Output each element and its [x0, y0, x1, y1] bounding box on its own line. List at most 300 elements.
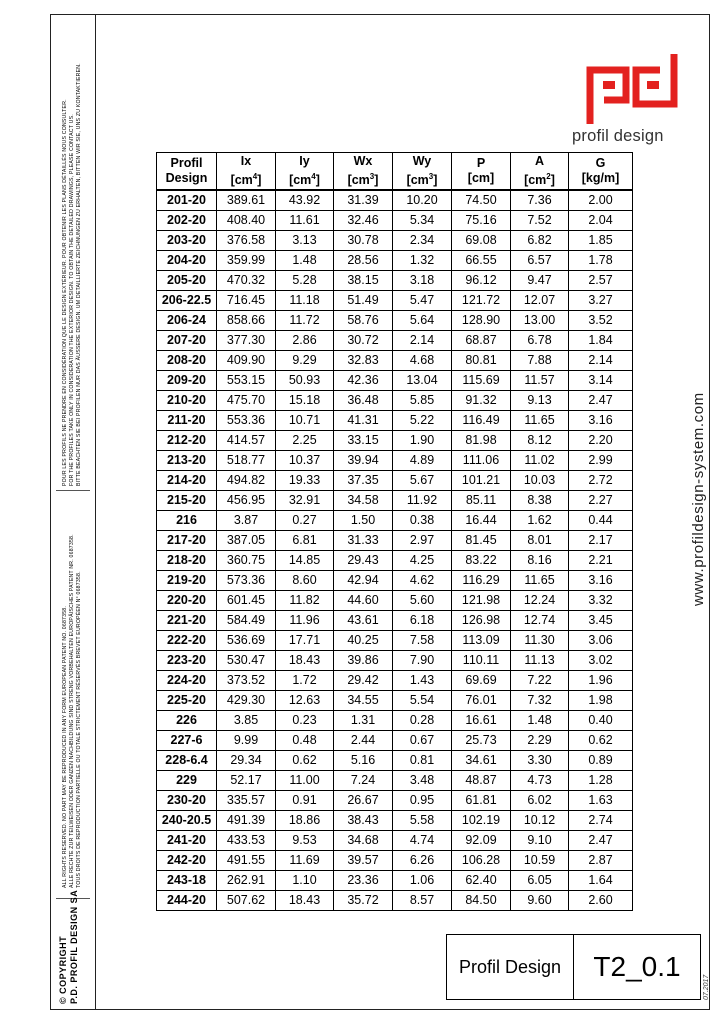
column-header-label: P: [476, 156, 486, 170]
title-block: [446, 934, 701, 1000]
table-row: [157, 190, 633, 211]
profile-name-cell: 227-6: [157, 731, 217, 751]
value-cell: 18.43: [276, 651, 334, 671]
value-cell: 1.06: [393, 871, 452, 891]
profile-name-cell: 226: [157, 711, 217, 731]
value-cell: 110.11: [452, 651, 511, 671]
value-cell: 2.97: [393, 531, 452, 551]
table-row: [157, 391, 633, 411]
profile-name-cell: 243-18: [157, 871, 217, 891]
value-cell: 3.13: [276, 231, 334, 251]
column-header: [393, 153, 452, 191]
value-cell: 2.17: [569, 531, 633, 551]
value-cell: 9.60: [511, 891, 569, 911]
value-cell: 1.31: [334, 711, 393, 731]
profile-name-cell: 201-20: [157, 190, 217, 211]
value-cell: 6.18: [393, 611, 452, 631]
table-row: [157, 891, 633, 911]
profile-name-cell: 230-20: [157, 791, 217, 811]
value-cell: 7.88: [511, 351, 569, 371]
value-cell: 91.32: [452, 391, 511, 411]
value-cell: 11.00: [276, 771, 334, 791]
value-cell: 31.39: [334, 190, 393, 211]
profile-name-cell: 219-20: [157, 571, 217, 591]
value-cell: 4.68: [393, 351, 452, 371]
value-cell: 8.16: [511, 551, 569, 571]
value-cell: 2.74: [569, 811, 633, 831]
value-cell: 7.24: [334, 771, 393, 791]
value-cell: 11.92: [393, 491, 452, 511]
table-row: [157, 871, 633, 891]
rights-line: ALLE RECHTE ZUR TEILWEISEN ODER GANZEN NACHBILDUNG SIND STRENG VORBEHALTEN EUROPÄISCHES PATENT NR. 0687358.: [69, 534, 75, 888]
value-cell: 29.43: [334, 551, 393, 571]
table-row: [157, 471, 633, 491]
profile-name-cell: 217-20: [157, 531, 217, 551]
value-cell: 360.75: [217, 551, 276, 571]
value-cell: 5.47: [393, 291, 452, 311]
value-cell: 44.60: [334, 591, 393, 611]
value-cell: 11.13: [511, 651, 569, 671]
value-cell: 4.89: [393, 451, 452, 471]
value-cell: 36.48: [334, 391, 393, 411]
column-header-label: Profil: [170, 156, 203, 170]
profile-name-cell: 212-20: [157, 431, 217, 451]
value-cell: 13.04: [393, 371, 452, 391]
profile-name-cell: 241-20: [157, 831, 217, 851]
value-cell: 0.91: [276, 791, 334, 811]
table-row: [157, 851, 633, 871]
value-cell: 2.72: [569, 471, 633, 491]
value-cell: 14.85: [276, 551, 334, 571]
column-header: [276, 153, 334, 191]
value-cell: 6.26: [393, 851, 452, 871]
profile-name-cell: 225-20: [157, 691, 217, 711]
value-cell: 2.44: [334, 731, 393, 751]
website-url: www.profildesign-system.com: [690, 392, 707, 606]
profile-name-cell: 242-20: [157, 851, 217, 871]
column-header: [217, 153, 276, 191]
value-cell: 4.73: [511, 771, 569, 791]
column-header: [452, 153, 511, 191]
value-cell: 5.60: [393, 591, 452, 611]
value-cell: 1.64: [569, 871, 633, 891]
value-cell: 1.84: [569, 331, 633, 351]
rights-line: ALL RIGHTS RESERVED. NO PART MAY BE REPRODUCED IN ANY FORM EUROPEAN PATENT NO. 0687358.: [62, 605, 68, 888]
table-body: [157, 190, 633, 911]
value-cell: 38.43: [334, 811, 393, 831]
table-row: [157, 451, 633, 471]
value-cell: 111.06: [452, 451, 511, 471]
value-cell: 494.82: [217, 471, 276, 491]
value-cell: 5.58: [393, 811, 452, 831]
value-cell: 470.32: [217, 271, 276, 291]
value-cell: 10.03: [511, 471, 569, 491]
value-cell: 41.31: [334, 411, 393, 431]
table-row: [157, 611, 633, 631]
value-cell: 32.83: [334, 351, 393, 371]
value-cell: 19.33: [276, 471, 334, 491]
value-cell: 601.45: [217, 591, 276, 611]
notice-line: FOR THE PROFILES TAKE ONLY IN CONSIDERATION THE EXTERIOR DESIGN. TO OBTAIN THE DETAILED DRAWINGS, PLEASE CONTACT US.: [69, 114, 75, 486]
value-cell: 11.61: [276, 211, 334, 231]
table-row: [157, 531, 633, 551]
column-header-unit: [cm]: [467, 171, 495, 185]
value-cell: 3.30: [511, 751, 569, 771]
table-row: [157, 811, 633, 831]
column-header-label: Wx: [353, 153, 373, 168]
value-cell: 2.27: [569, 491, 633, 511]
profile-table: [156, 152, 633, 911]
value-cell: 29.42: [334, 671, 393, 691]
value-cell: 11.72: [276, 311, 334, 331]
value-cell: 92.09: [452, 831, 511, 851]
table-row: [157, 291, 633, 311]
copyright-line: © COPYRIGHT: [58, 935, 68, 1004]
value-cell: 69.08: [452, 231, 511, 251]
profile-name-cell: 203-20: [157, 231, 217, 251]
value-cell: 25.73: [452, 731, 511, 751]
value-cell: 3.85: [217, 711, 276, 731]
value-cell: 5.28: [276, 271, 334, 291]
value-cell: 34.58: [334, 491, 393, 511]
table-row: [157, 431, 633, 451]
column-header-label: Iy: [299, 153, 310, 168]
value-cell: 2.21: [569, 551, 633, 571]
value-cell: 3.45: [569, 611, 633, 631]
value-cell: 491.55: [217, 851, 276, 871]
profile-name-cell: 209-20: [157, 371, 217, 391]
value-cell: 414.57: [217, 431, 276, 451]
value-cell: 11.82: [276, 591, 334, 611]
value-cell: 3.52: [569, 311, 633, 331]
column-header-label: Wy: [412, 153, 432, 168]
table-row: [157, 711, 633, 731]
value-cell: 1.48: [276, 251, 334, 271]
value-cell: 7.32: [511, 691, 569, 711]
value-cell: 5.54: [393, 691, 452, 711]
table-row: [157, 371, 633, 391]
value-cell: 5.34: [393, 211, 452, 231]
value-cell: 0.38: [393, 511, 452, 531]
table-row: [157, 831, 633, 851]
value-cell: 34.68: [334, 831, 393, 851]
value-cell: 11.30: [511, 631, 569, 651]
value-cell: 1.43: [393, 671, 452, 691]
value-cell: 1.90: [393, 431, 452, 451]
profile-name-cell: 204-20: [157, 251, 217, 271]
value-cell: 1.96: [569, 671, 633, 691]
value-cell: 2.00: [569, 190, 633, 211]
table-row: [157, 751, 633, 771]
value-cell: 5.85: [393, 391, 452, 411]
value-cell: 11.65: [511, 571, 569, 591]
value-cell: 11.57: [511, 371, 569, 391]
value-cell: 83.22: [452, 551, 511, 571]
value-cell: 491.39: [217, 811, 276, 831]
value-cell: 62.40: [452, 871, 511, 891]
value-cell: 30.78: [334, 231, 393, 251]
value-cell: 408.40: [217, 211, 276, 231]
value-cell: 5.16: [334, 751, 393, 771]
value-cell: 0.48: [276, 731, 334, 751]
column-header-unit: $[cm^4]$: [289, 171, 320, 188]
value-cell: 5.67: [393, 471, 452, 491]
value-cell: 58.76: [334, 311, 393, 331]
value-cell: 6.57: [511, 251, 569, 271]
profile-name-cell: 211-20: [157, 411, 217, 431]
value-cell: 1.10: [276, 871, 334, 891]
value-cell: 518.77: [217, 451, 276, 471]
value-cell: 34.61: [452, 751, 511, 771]
value-cell: 11.96: [276, 611, 334, 631]
value-cell: 116.29: [452, 571, 511, 591]
value-cell: 1.63: [569, 791, 633, 811]
table-row: [157, 351, 633, 371]
value-cell: 0.28: [393, 711, 452, 731]
table-row: [157, 311, 633, 331]
value-cell: 7.36: [511, 190, 569, 211]
value-cell: 389.61: [217, 190, 276, 211]
value-cell: 0.95: [393, 791, 452, 811]
column-header: [569, 153, 633, 191]
column-header-unit: Design: [165, 171, 208, 185]
value-cell: 2.34: [393, 231, 452, 251]
value-cell: 376.58: [217, 231, 276, 251]
value-cell: 536.69: [217, 631, 276, 651]
table-row: [157, 791, 633, 811]
value-cell: 4.74: [393, 831, 452, 851]
value-cell: 373.52: [217, 671, 276, 691]
value-cell: 2.29: [511, 731, 569, 751]
profile-name-cell: 221-20: [157, 611, 217, 631]
value-cell: 33.15: [334, 431, 393, 451]
value-cell: 530.47: [217, 651, 276, 671]
value-cell: 17.71: [276, 631, 334, 651]
profile-name-cell: 202-20: [157, 211, 217, 231]
value-cell: 8.12: [511, 431, 569, 451]
value-cell: 26.67: [334, 791, 393, 811]
value-cell: 475.70: [217, 391, 276, 411]
value-cell: 30.72: [334, 331, 393, 351]
profile-name-cell: 213-20: [157, 451, 217, 471]
profile-name-cell: 228-6.4: [157, 751, 217, 771]
value-cell: 121.72: [452, 291, 511, 311]
value-cell: 12.07: [511, 291, 569, 311]
value-cell: 507.62: [217, 891, 276, 911]
column-header: [511, 153, 569, 191]
value-cell: 8.01: [511, 531, 569, 551]
value-cell: 11.02: [511, 451, 569, 471]
table-row: [157, 551, 633, 571]
column-header-unit: $[cm^4]$: [230, 171, 262, 188]
value-cell: 50.93: [276, 371, 334, 391]
value-cell: 13.00: [511, 311, 569, 331]
table-row: [157, 271, 633, 291]
value-cell: 40.25: [334, 631, 393, 651]
value-cell: 456.95: [217, 491, 276, 511]
value-cell: 262.91: [217, 871, 276, 891]
value-cell: 7.52: [511, 211, 569, 231]
logo-text: profil design: [572, 127, 664, 145]
value-cell: 39.86: [334, 651, 393, 671]
profile-name-cell: 218-20: [157, 551, 217, 571]
table-row: [157, 331, 633, 351]
column-header: [334, 153, 393, 191]
value-cell: 0.44: [569, 511, 633, 531]
value-cell: 3.16: [569, 571, 633, 591]
value-cell: 573.36: [217, 571, 276, 591]
value-cell: 335.57: [217, 791, 276, 811]
column-header-unit: [kg/m]: [581, 171, 620, 185]
table-row: [157, 411, 633, 431]
value-cell: 6.02: [511, 791, 569, 811]
title-block-name: Profil Design: [447, 935, 574, 999]
profile-name-cell: 207-20: [157, 331, 217, 351]
table-row: [157, 691, 633, 711]
value-cell: 106.28: [452, 851, 511, 871]
value-cell: 96.12: [452, 271, 511, 291]
table-row: [157, 251, 633, 271]
value-cell: 3.18: [393, 271, 452, 291]
value-cell: 0.40: [569, 711, 633, 731]
value-cell: 2.57: [569, 271, 633, 291]
profile-name-cell: 240-20.5: [157, 811, 217, 831]
profile-name-cell: 229: [157, 771, 217, 791]
value-cell: 9.13: [511, 391, 569, 411]
value-cell: 0.27: [276, 511, 334, 531]
value-cell: 10.71: [276, 411, 334, 431]
value-cell: 553.15: [217, 371, 276, 391]
copyright-block: [58, 890, 80, 1004]
value-cell: 84.50: [452, 891, 511, 911]
value-cell: 68.87: [452, 331, 511, 351]
value-cell: 10.20: [393, 190, 452, 211]
value-cell: 8.60: [276, 571, 334, 591]
value-cell: 3.16: [569, 411, 633, 431]
value-cell: 8.57: [393, 891, 452, 911]
value-cell: 126.98: [452, 611, 511, 631]
value-cell: 1.98: [569, 691, 633, 711]
value-cell: 2.86: [276, 331, 334, 351]
profile-name-cell: 214-20: [157, 471, 217, 491]
value-cell: 7.22: [511, 671, 569, 691]
profile-name-cell: 224-20: [157, 671, 217, 691]
profile-name-cell: 215-20: [157, 491, 217, 511]
value-cell: 0.62: [276, 751, 334, 771]
value-cell: 81.98: [452, 431, 511, 451]
value-cell: 42.36: [334, 371, 393, 391]
profile-name-cell: 222-20: [157, 631, 217, 651]
value-cell: 18.86: [276, 811, 334, 831]
value-cell: 10.59: [511, 851, 569, 871]
profile-name-cell: 208-20: [157, 351, 217, 371]
value-cell: 7.58: [393, 631, 452, 651]
profile-name-cell: 244-20: [157, 891, 217, 911]
value-cell: 52.17: [217, 771, 276, 791]
rights-notice: [62, 534, 83, 888]
value-cell: 2.47: [569, 831, 633, 851]
value-cell: 2.47: [569, 391, 633, 411]
profile-name-cell: 223-20: [157, 651, 217, 671]
table-header-row: [157, 153, 633, 191]
value-cell: 359.99: [217, 251, 276, 271]
value-cell: 12.24: [511, 591, 569, 611]
value-cell: 429.30: [217, 691, 276, 711]
value-cell: 28.56: [334, 251, 393, 271]
value-cell: 2.04: [569, 211, 633, 231]
value-cell: 1.32: [393, 251, 452, 271]
value-cell: 377.30: [217, 331, 276, 351]
revision-date: 07.2017: [703, 974, 710, 1000]
table-row: [157, 571, 633, 591]
value-cell: 32.46: [334, 211, 393, 231]
column-header-label: A: [534, 153, 545, 168]
notice-line: POUR LES PROFILS NE PRENDRE EN CONSIDÉRATION QUE LE DESIGN EXTÉRIEUR. POUR OBTENIR LES PLANS DÉTAILLÉS NOUS CONSULTER.: [62, 99, 68, 486]
value-cell: 9.47: [511, 271, 569, 291]
table-row: [157, 511, 633, 531]
value-cell: 23.36: [334, 871, 393, 891]
column-header: [157, 153, 217, 191]
value-cell: 48.87: [452, 771, 511, 791]
value-cell: 37.35: [334, 471, 393, 491]
divider: [56, 490, 90, 491]
value-cell: 9.10: [511, 831, 569, 851]
value-cell: 2.25: [276, 431, 334, 451]
value-cell: 115.69: [452, 371, 511, 391]
value-cell: 10.37: [276, 451, 334, 471]
column-header-unit: $[cm^3]$: [347, 171, 379, 188]
value-cell: 38.15: [334, 271, 393, 291]
value-cell: 66.55: [452, 251, 511, 271]
value-cell: 9.53: [276, 831, 334, 851]
value-cell: 10.12: [511, 811, 569, 831]
value-cell: 409.90: [217, 351, 276, 371]
copyright-owner: P.D. PROFIL DESIGN SA: [69, 889, 79, 1004]
value-cell: 121.98: [452, 591, 511, 611]
column-header-unit: $[cm^3]$: [406, 171, 438, 188]
value-cell: 3.06: [569, 631, 633, 651]
value-cell: 3.02: [569, 651, 633, 671]
value-cell: 1.85: [569, 231, 633, 251]
profile-name-cell: 220-20: [157, 591, 217, 611]
value-cell: 2.99: [569, 451, 633, 471]
value-cell: 387.05: [217, 531, 276, 551]
table-row: [157, 231, 633, 251]
value-cell: 102.19: [452, 811, 511, 831]
value-cell: 116.49: [452, 411, 511, 431]
table-row: [157, 491, 633, 511]
design-notice: [62, 63, 83, 486]
column-header-label: Ix: [240, 153, 252, 168]
column-header-unit: $[cm^2]$: [524, 171, 555, 188]
value-cell: 42.94: [334, 571, 393, 591]
value-cell: 9.99: [217, 731, 276, 751]
value-cell: 12.74: [511, 611, 569, 631]
profil-design-logo: [586, 50, 678, 128]
value-cell: 39.57: [334, 851, 393, 871]
table-row: [157, 671, 633, 691]
profile-name-cell: 210-20: [157, 391, 217, 411]
table-row: [157, 591, 633, 611]
value-cell: 2.14: [393, 331, 452, 351]
value-cell: 1.50: [334, 511, 393, 531]
value-cell: 18.43: [276, 891, 334, 911]
value-cell: 0.62: [569, 731, 633, 751]
value-cell: 81.45: [452, 531, 511, 551]
value-cell: 3.14: [569, 371, 633, 391]
value-cell: 6.81: [276, 531, 334, 551]
value-cell: 3.87: [217, 511, 276, 531]
